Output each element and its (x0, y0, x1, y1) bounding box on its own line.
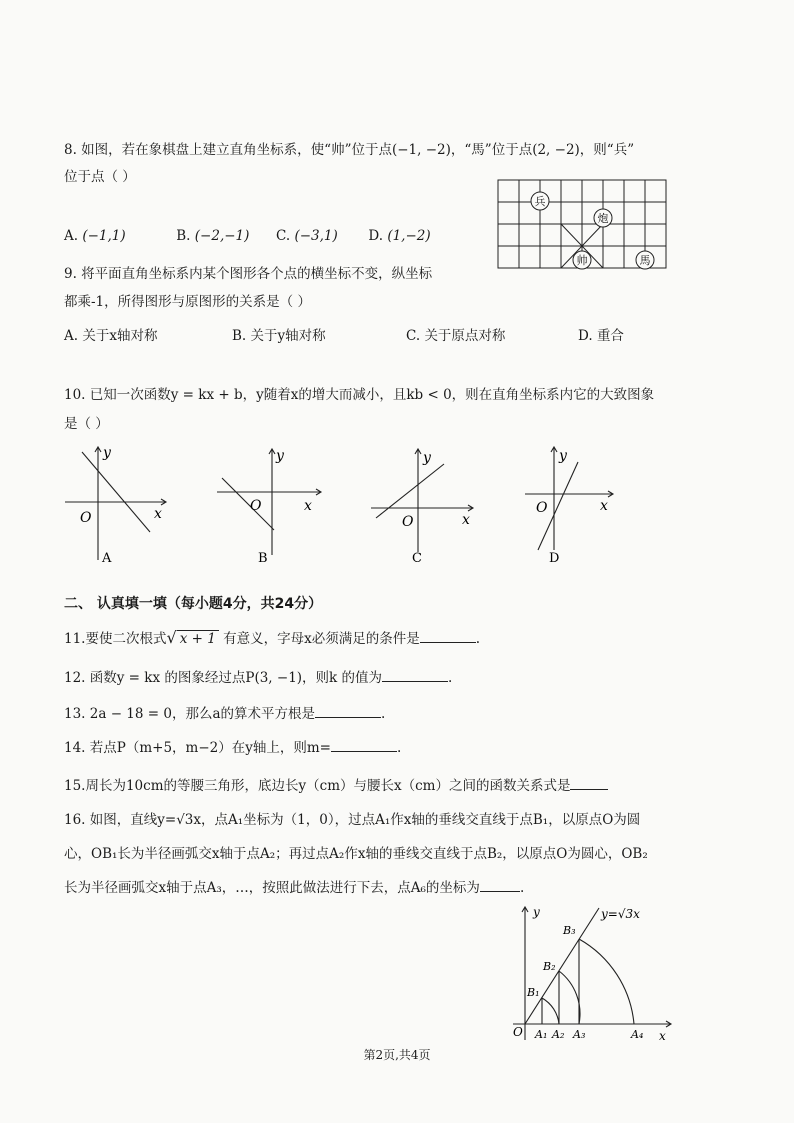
q15-answer-blank[interactable] (570, 777, 608, 790)
q15-text: 15.周长为10cm的等腰三角形，底边长y（cm）与腰长x（cm）之间的函数关系式是 (64, 778, 571, 794)
graph-c-label: C (412, 551, 422, 566)
q9-line1: 9. 将平面直角坐标系内某个图形各个点的横坐标不变，纵坐标 (64, 266, 433, 282)
q14: 14. 若点P（m+5，m−2）在y轴上，则m= . (64, 740, 402, 756)
q9-option-a-value: 关于x轴对称 (82, 328, 158, 344)
q11-answer-blank[interactable] (420, 630, 476, 643)
graph-d (520, 440, 640, 570)
page-footer: 第2页,共4页 (363, 1048, 431, 1062)
q9-option-d-label: D. (578, 328, 593, 344)
q14-text: 14. 若点P（m+5，m−2）在y轴上，则m= (64, 740, 331, 756)
q11-radicand: x + 1 (177, 630, 219, 647)
piece-ma-label: 馬 (639, 254, 651, 267)
q16-figure-b1: B₁ (527, 986, 540, 999)
q9-option-b (232, 324, 326, 344)
q16-line3: 长为半径画弧交x轴于点A₃，…，按照此做法进行下去，点A₆的坐标为 . (64, 880, 525, 896)
chessboard-figure (496, 176, 674, 276)
q11-after: 有意义，字母x必须满足的条件是 (223, 631, 420, 647)
graph-b-y-label: y (276, 448, 284, 464)
q11-sqrt: √ (166, 628, 177, 647)
q8-option-a-label: A. (64, 228, 79, 244)
q13-answer-blank[interactable] (315, 705, 381, 718)
q8-option-a-value: (−1,1) (82, 228, 126, 244)
graph-c-y-label: y (423, 450, 431, 466)
q16-figure-a1: A₁ (535, 1028, 548, 1041)
q16-figure-y-label: y (533, 905, 540, 919)
graph-d-y-label: y (559, 448, 567, 464)
section2-title: 二、 认真填一填（每小题4分，共24分） (64, 596, 323, 612)
q13: 13. 2a − 18 = 0，那么a的算术平方根是 . (64, 706, 386, 722)
graph-b-x-label: x (304, 498, 312, 514)
q8-option-d-label: D. (368, 228, 384, 244)
q16-figure-a2: A₂ (552, 1028, 565, 1041)
graph-b (212, 440, 332, 570)
q8-line1: 8. 如图，若在象棋盘上建立直角坐标系，使“帅”位于点(−1, −2)，“馬”位于点(2, −2)，则“兵” (64, 142, 635, 158)
q16-figure-a4: A₄ (631, 1028, 644, 1041)
q16-figure-a3: A₃ (573, 1028, 586, 1041)
q10-line1: 10. 已知一次函数y = kx + b，y随着x的增大而减小，且kb < 0，则在直角坐标系内它的大致图象 (64, 387, 655, 403)
q9-option-c-value: 关于原点对称 (424, 328, 506, 344)
q8-line2: 位于点（ ） (64, 169, 136, 185)
q16-figure-b3: B₃ (563, 924, 576, 937)
graph-c (366, 440, 486, 570)
q16-figure-b2: B₂ (543, 960, 556, 973)
q16-figure-x-label: x (659, 1029, 666, 1043)
graph-d-origin: O (536, 500, 548, 516)
q16-line2: 心，OB₁长为半径画弧交x轴于点A₂；再过点A₂作x轴的垂线交直线于点B₂，以原点O为圆心，OB₂ (64, 846, 648, 862)
q16-answer-blank[interactable] (480, 879, 520, 892)
q9-option-c-label: C. (406, 328, 421, 344)
piece-shuai-label: 帅 (576, 254, 588, 267)
graph-d-label: D (549, 551, 560, 566)
graph-a (60, 440, 180, 570)
q9-option-d-value: 重合 (596, 328, 624, 344)
q16-line1: 16. 如图，直线y=√3x，点A₁坐标为（1，0），过点A₁作x轴的垂线交直线于点B₁，以原点O为圆 (64, 812, 641, 828)
q10-line2: 是（ ） (64, 416, 109, 432)
graph-a-y-label: y (103, 445, 111, 461)
graph-a-label: A (102, 551, 112, 566)
q12-answer-blank[interactable] (382, 669, 448, 682)
q16-line3-text: 长为半径画弧交x轴于点A₃，…，按照此做法进行下去，点A₆的坐标为 (64, 880, 480, 896)
q8-option-b-value: (−2,−1) (194, 228, 250, 244)
graph-b-origin: O (250, 498, 262, 514)
graph-d-x-label: x (600, 498, 608, 514)
piece-pao-label: 炮 (597, 212, 609, 225)
graph-c-origin: O (402, 514, 414, 530)
piece-bing-label: 兵 (534, 195, 546, 208)
q9-option-d (578, 324, 624, 344)
q16-figure-origin: O (513, 1025, 523, 1039)
q16-figure-line-label: y=√3x (601, 907, 640, 921)
graph-b-label: B (258, 551, 268, 566)
q8-option-c-value: (−3,1) (294, 228, 338, 244)
q11-before: 11.要使二次根式 (64, 631, 167, 647)
q12-text: 12. 函数y = kx 的图象经过点P(3, −1)，则k 的值为 (64, 670, 383, 686)
q9-option-c (406, 324, 505, 344)
q9-line2: 都乘-1，所得图形与原图形的关系是（ ） (64, 294, 311, 310)
graph-a-x-label: x (154, 506, 162, 522)
q9-option-b-label: B. (232, 328, 247, 344)
q9-option-a (64, 324, 157, 344)
q9-option-a-label: A. (64, 328, 79, 344)
q13-text: 13. 2a − 18 = 0，那么a的算术平方根是 (64, 706, 316, 722)
q9-option-b-value: 关于y轴对称 (250, 328, 326, 344)
graph-c-x-label: x (462, 512, 470, 528)
q8-option-d-value: (1,−2) (387, 228, 431, 244)
q8-option-b-label: B. (176, 228, 191, 244)
graph-a-origin: O (80, 510, 92, 526)
q14-answer-blank[interactable] (331, 739, 397, 752)
q16-figure (505, 900, 685, 1050)
q12: 12. 函数y = kx 的图象经过点P(3, −1)，则k 的值为 . (64, 670, 453, 686)
q8-options (64, 228, 431, 244)
q8-option-c-label: C. (276, 228, 291, 244)
q11: 11.要使二次根式√ x + 1 有意义，字母x必须满足的条件是 . (64, 628, 481, 647)
q15 (64, 774, 608, 794)
